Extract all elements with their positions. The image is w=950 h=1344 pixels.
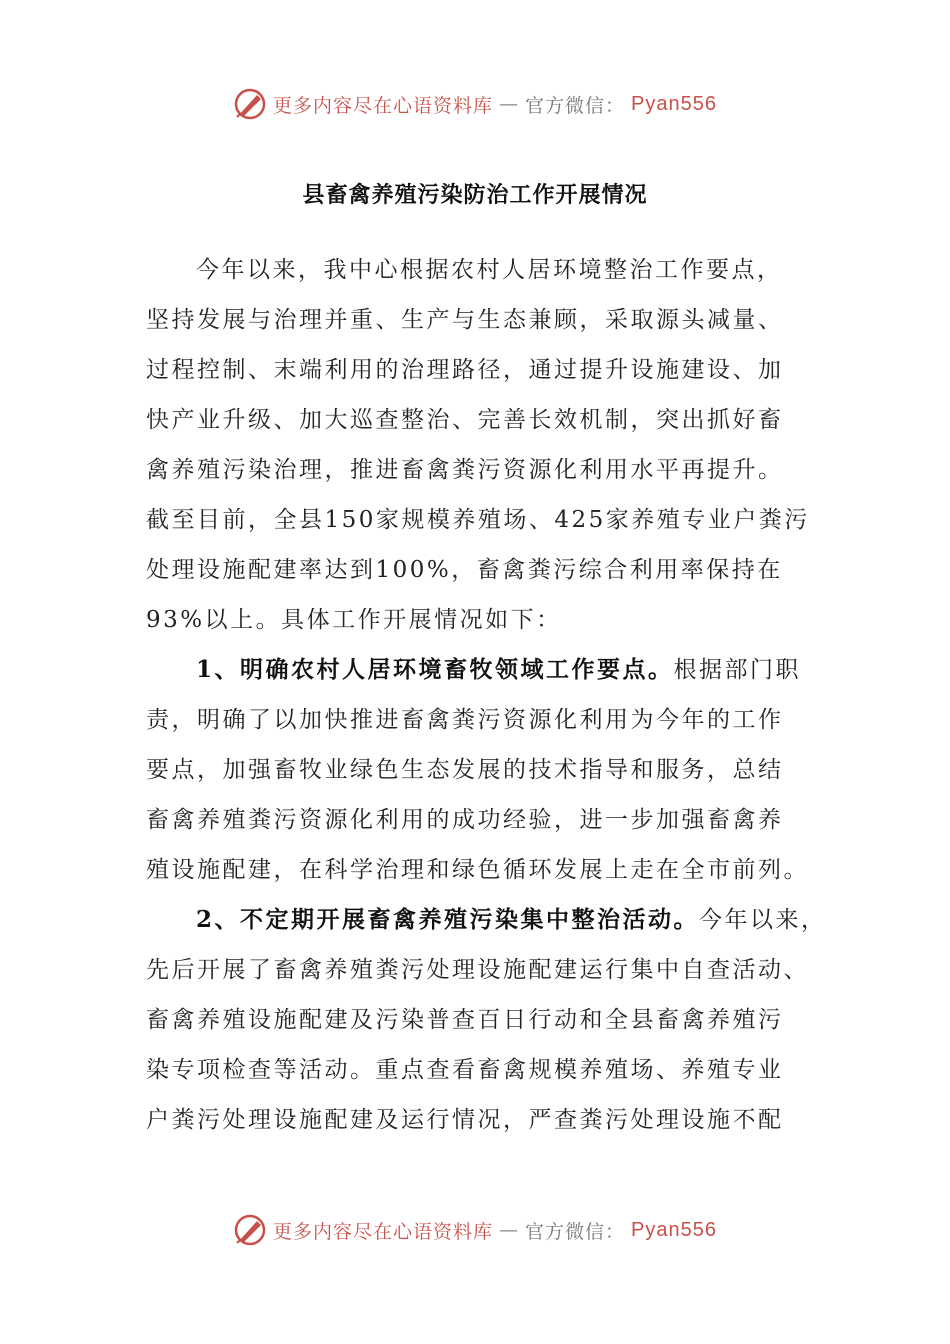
intro-line: 禽养殖污染治理，推进畜禽粪污资源化利用水平再提升。 bbox=[146, 457, 784, 483]
banner-separator: — bbox=[499, 93, 520, 115]
section-1-line: 畜禽养殖粪污资源化利用的成功经验，进一步加强畜禽养 bbox=[146, 807, 784, 833]
banner-contact-label: 官方微信： bbox=[525, 94, 626, 117]
section-1-heading: 1、明确农村人居环境畜牧领域工作要点。 bbox=[196, 656, 674, 683]
header-banner bbox=[0, 84, 950, 124]
banner-handle: Pyan556 bbox=[631, 1218, 717, 1241]
banner-separator: — bbox=[499, 1219, 520, 1241]
section-1-first-rest: 根据部门职 bbox=[673, 657, 802, 683]
intro-line: 93%以上。具体工作开展情况如下： bbox=[146, 607, 562, 633]
banner-text: 更多内容尽在心语资料库 bbox=[273, 94, 494, 117]
intro-line: 截至目前，全县150家规模养殖场、425家养殖专业户粪污 bbox=[146, 507, 810, 533]
footer-banner bbox=[0, 1210, 950, 1250]
intro-line: 过程控制、末端利用的治理路径，通过提升设施建设、加 bbox=[146, 357, 784, 383]
pen-logo-icon bbox=[233, 87, 267, 121]
pen-logo-icon bbox=[233, 1213, 267, 1247]
section-2-line: 畜禽养殖设施配建及污染普查百日行动和全县畜禽养殖污 bbox=[146, 1007, 784, 1033]
banner-text: 更多内容尽在心语资料库 bbox=[273, 1220, 494, 1243]
intro-line: 处理设施配建率达到100%，畜禽粪污综合利用率保持在 bbox=[146, 557, 783, 583]
section-2-first-line bbox=[146, 895, 827, 945]
section-1-line: 殖设施配建，在科学治理和绿色循环发展上走在全市前列。 bbox=[146, 857, 809, 883]
banner-handle: Pyan556 bbox=[631, 92, 717, 115]
intro-line: 坚持发展与治理并重、生产与生态兼顾，采取源头减量、 bbox=[146, 307, 784, 333]
section-1-line: 责，明确了以加快推进畜禽粪污资源化利用为今年的工作 bbox=[146, 707, 784, 733]
section-1-first-line bbox=[146, 645, 806, 695]
section-2-line: 先后开展了畜禽养殖粪污处理设施配建运行集中自查活动、 bbox=[146, 957, 809, 983]
section-1-line: 要点，加强畜牧业绿色生态发展的技术指导和服务，总结 bbox=[146, 757, 784, 783]
intro-line: 今年以来，我中心根据农村人居环境整治工作要点， bbox=[196, 257, 783, 283]
section-2-heading: 2、不定期开展畜禽养殖污染集中整治活动。 bbox=[196, 906, 700, 933]
intro-line: 快产业升级、加大巡查整治、完善长效机制，突出抓好畜 bbox=[146, 407, 784, 433]
section-2-first-rest: 今年以来， bbox=[699, 907, 827, 933]
banner-contact-label: 官方微信： bbox=[525, 1220, 626, 1243]
document-title: 县畜禽养殖污染防治工作开展情况 bbox=[302, 182, 648, 208]
section-2-line: 染专项检查等活动。重点查看畜禽规模养殖场、养殖专业 bbox=[146, 1057, 784, 1083]
section-2-line: 户粪污处理设施配建及运行情况，严查粪污处理设施不配 bbox=[146, 1107, 784, 1133]
document-body bbox=[146, 245, 827, 1145]
